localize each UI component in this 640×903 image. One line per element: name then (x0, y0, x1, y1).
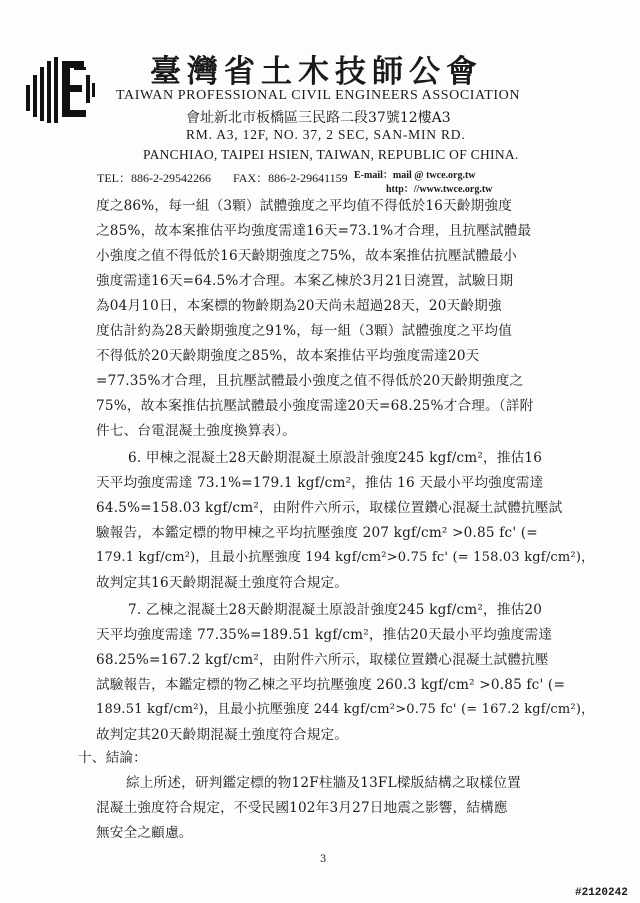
body-line: 68.25%=167.2 kgf/cm²，由附件六所示，取樣位置鑽心混凝土試體抗壓 (96, 652, 549, 668)
body-line: 為04月10日，本案標的物齡期為20天尚未超過28天，20天齡期強 (96, 298, 502, 314)
body-line: 天平均強度需達 77.35%=189.51 kgf/cm²，推估20天最小平均強度需達 (96, 627, 553, 643)
body-line: 度之86%，每一組（3顆）試體強度之平均值不得低於16天齡期強度 (96, 198, 512, 214)
address-en-line1: RM. A3, 12F, NO. 37, 2 SEC, SAN-MIN RD. (186, 127, 466, 142)
body-line: 小強度之值不得低於16天齡期強度之75%，故本案推估抗壓試體最小 (96, 248, 517, 264)
body-line: 75%，故本案推估抗壓試體最小強度需達20天=68.25%才合理。（詳附 (96, 398, 534, 414)
address-zh: 會址新北市板橋區三民路二段37號12樓A3 (186, 110, 451, 126)
body-line: 件七、台電混凝土強度換算表）。 (96, 423, 297, 439)
website-url: http：//www.twce.org.tw (386, 184, 493, 195)
body-line: 64.5%=158.03 kgf/cm²，由附件六所示，取樣位置鑽心混凝土試體抗壓試 (96, 500, 563, 516)
body-line: =77.35%才合理，且抗壓試體最小強度之值不得低於20天齡期強度之 (96, 373, 524, 389)
conclusion-line: 無安全之顧慮。 (96, 825, 193, 841)
body-line: 7. 乙棟之混凝土28天齡期混凝土原設計強度245 kgf/cm²，推估20 (128, 602, 543, 618)
body-line: 天平均強度需達 73.1%=179.1 kgf/cm²，推估 16 天最小平均強度需達 (96, 475, 544, 491)
body-line: 之85%，故本案推估平均強度需達16天=73.1%才合理，且抗壓試體最 (96, 223, 532, 239)
body-line: 6. 甲棟之混凝土28天齡期混凝土原設計強度245 kgf/cm²，推估16 (128, 450, 543, 466)
tel-number: TEL：886-2-29542266 (97, 171, 211, 185)
body-line: 不得低於20天齡期強度之85%，故本案推估平均強度需達20天 (96, 348, 480, 364)
org-name-en: TAIWAN PROFESSIONAL CIVIL ENGINEERS ASSOCIATION (116, 88, 521, 103)
body-line: 故判定其16天齡期混凝土強度符合規定。 (96, 575, 349, 591)
body-line: 189.51 kgf/cm²)，且最小抗壓強度 244 kgf/cm²>0.75 fc' (= 167.2 kgf/cm²)， (96, 702, 595, 717)
email-address: E-mail：mail @ twce.org.tw (354, 170, 476, 181)
address-en-line2: PANCHIAO, TAIPEI HSIEN, TAIWAN, REPUBLIC OF CHINA. (143, 147, 519, 162)
body-line: 試驗報告，本鑑定標的物乙棟之平均抗壓強度 260.3 kgf/cm² >0.85 fc' (= (96, 677, 566, 693)
conclusion-line: 混凝土強度符合規定，不受民國102年3月27日地震之影響，結構應 (96, 800, 508, 816)
body-line: 驗報告，本鑑定標的物甲棟之平均抗壓強度 207 kgf/cm² >0.85 fc' (= (96, 525, 538, 541)
body-line: 強度需達16天=64.5%才合理。本案乙棟於3月21日澆置，試驗日期 (96, 273, 514, 289)
org-name-zh: 臺灣省土木技師公會 (150, 54, 483, 90)
conclusion-line: 綜上所述，研判鑑定標的物12F柱牆及13FL樑版結構之取樣位置 (126, 775, 521, 791)
fax-number: FAX：886-2-29641159 (233, 171, 348, 185)
document-id-stamp: #2120242 (575, 887, 628, 899)
section-heading-conclusion: 十、結論： (78, 750, 147, 766)
body-line: 度估計約為28天齡期強度之91%，每一組（3顆）試體強度之平均值 (96, 323, 512, 339)
body-line: 故判定其20天齡期混凝土強度符合規定。 (96, 727, 349, 743)
association-logo (26, 45, 98, 129)
page-number: 3 (320, 854, 327, 865)
body-line: 179.1 kgf/cm²)，且最小抗壓強度 194 kgf/cm²>0.75 fc' (= 158.03 kgf/cm²)， (96, 550, 595, 565)
